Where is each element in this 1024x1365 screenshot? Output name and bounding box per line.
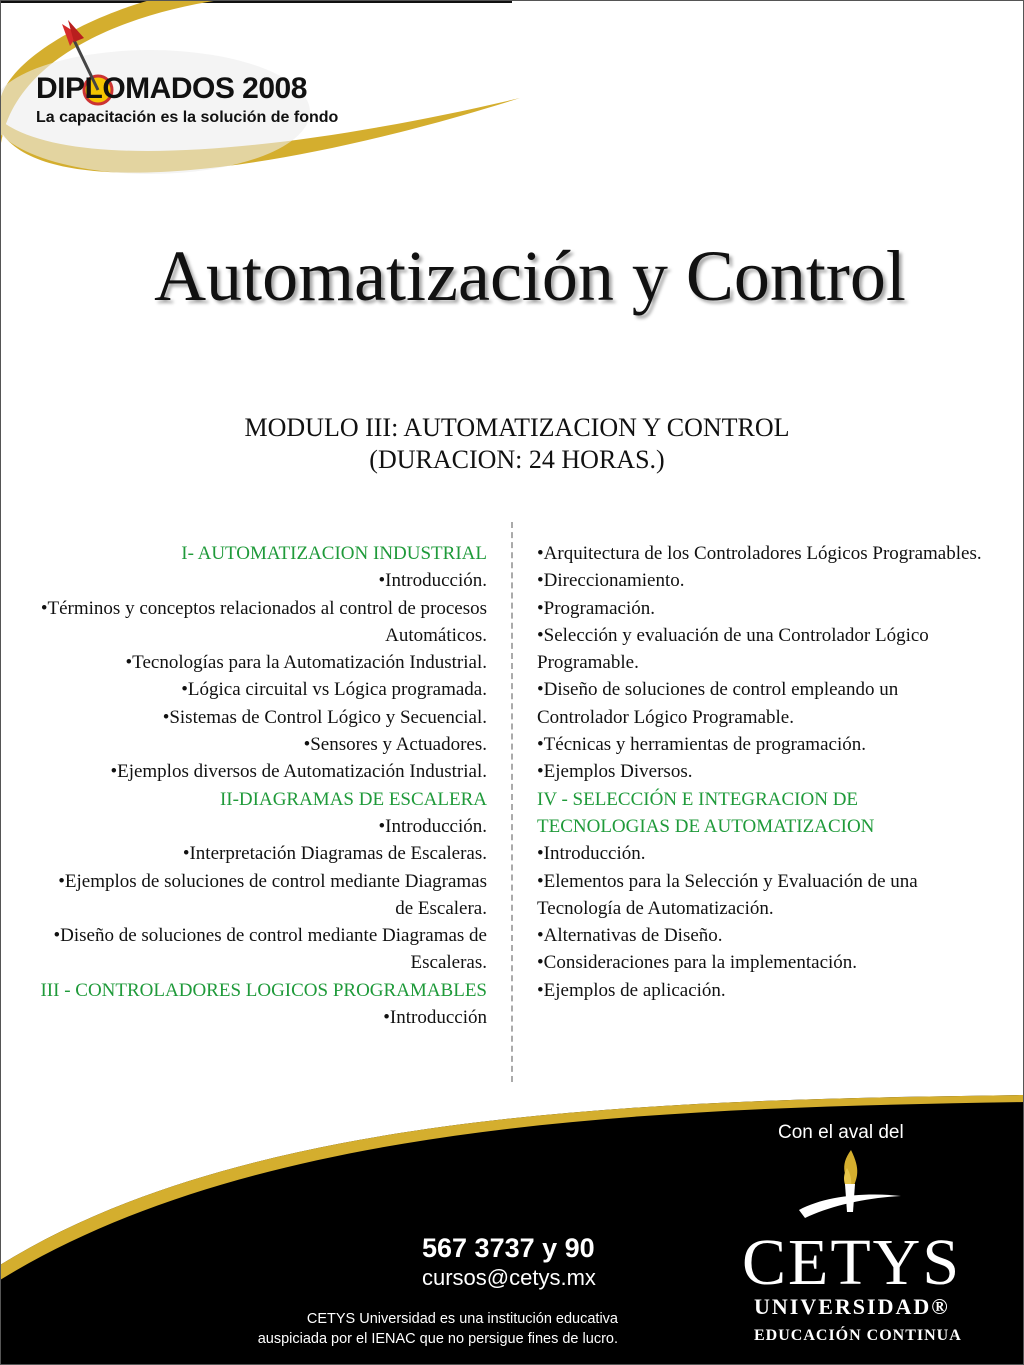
footer-phone: 567 3737 y 90 bbox=[422, 1233, 595, 1263]
footer-note bbox=[210, 1309, 618, 1349]
left-column bbox=[40, 540, 487, 1031]
footer-note-line-1: CETYS Universidad es una institución educativa bbox=[306, 1311, 618, 1327]
list-item: •Arquitectura de los Controladores Lógicos Programables. bbox=[537, 543, 982, 564]
cetys-universidad: UNIVERSIDAD® bbox=[754, 1294, 950, 1319]
section-heading: II-DIAGRAMAS DE ESCALERA bbox=[219, 788, 487, 810]
list-item: •Sistemas de Control Lógico y Secuencial. bbox=[162, 706, 487, 728]
list-item: •Introducción bbox=[383, 1007, 487, 1029]
list-item: •Elementos para la Selección y Evaluación de una Tecnología de Automatización. bbox=[537, 870, 918, 919]
list-item: •Introducción. bbox=[537, 843, 646, 865]
list-item: •Ejemplos diversos de Automatización Industrial. bbox=[110, 761, 487, 783]
footer-email[interactable]: cursos@cetys.mx bbox=[422, 1265, 596, 1290]
list-item: •Consideraciones para la implementación. bbox=[537, 952, 858, 974]
list-item: •Términos y conceptos relacionados al control de procesos Automáticos. bbox=[40, 597, 487, 646]
list-item: •Lógica circuital vs Lógica programada. bbox=[181, 679, 487, 701]
list-item: •Sensores y Actuadores. bbox=[303, 734, 487, 756]
list-item: •Diseño de soluciones de control empleando un Controlador Lógico Programable. bbox=[537, 679, 899, 728]
torch-flame-icon bbox=[795, 1148, 905, 1228]
list-item: •Alternativas de Diseño. bbox=[537, 925, 723, 947]
list-item: •Ejemplos de soluciones de control mediante Diagramas de Escalera. bbox=[58, 870, 487, 919]
list-item: •Tecnologías para la Automatización Industrial. bbox=[125, 652, 487, 674]
footer-note-line-2: auspiciada por el IENAC que no persigue fines de lucro. bbox=[257, 1331, 618, 1347]
list-item: •Introducción. bbox=[378, 815, 487, 837]
page-title: Automatización y Control bbox=[154, 236, 906, 316]
list-item: •Diseño de soluciones de control mediante Diagramas de Escaleras. bbox=[53, 925, 487, 974]
brand-title: DIPLOMADOS 2008 bbox=[36, 72, 307, 105]
list-item: •Direccionamiento. bbox=[537, 570, 685, 592]
list-item: •Programación. bbox=[537, 597, 655, 619]
list-item: •Técnicas y herramientas de programación. bbox=[537, 734, 866, 756]
column-divider bbox=[511, 522, 513, 1082]
module-line-2: (DURACION: 24 HORAS.) bbox=[369, 445, 665, 474]
module-line-1: MODULO III: AUTOMATIZACION Y CONTROL bbox=[244, 413, 790, 442]
module-heading bbox=[0, 412, 1024, 476]
cetys-educacion-continua: EDUCACIÓN CONTINUA bbox=[754, 1327, 962, 1344]
section-heading: IV - SELECCIÓN E INTEGRACION DE TECNOLOGIAS DE AUTOMATIZACION bbox=[537, 788, 875, 837]
right-column bbox=[537, 540, 992, 1004]
list-item: •Introducción. bbox=[378, 570, 487, 592]
list-item: •Ejemplos Diversos. bbox=[537, 761, 693, 783]
list-item: •Ejemplos de aplicación. bbox=[537, 979, 726, 1001]
footer-aval-text: Con el aval del bbox=[778, 1122, 904, 1143]
brand-subtitle: La capacitación es la solución de fondo bbox=[36, 109, 339, 126]
cetys-name: CETYS bbox=[742, 1226, 962, 1299]
list-item: •Selección y evaluación de una Controlador Lógico Programable. bbox=[537, 624, 929, 674]
section-heading: III - CONTROLADORES LOGICOS PROGRAMABLES bbox=[40, 979, 487, 1001]
section-heading: I- AUTOMATIZACION INDUSTRIAL bbox=[181, 543, 487, 564]
list-item: •Interpretación Diagramas de Escaleras. bbox=[182, 843, 487, 865]
